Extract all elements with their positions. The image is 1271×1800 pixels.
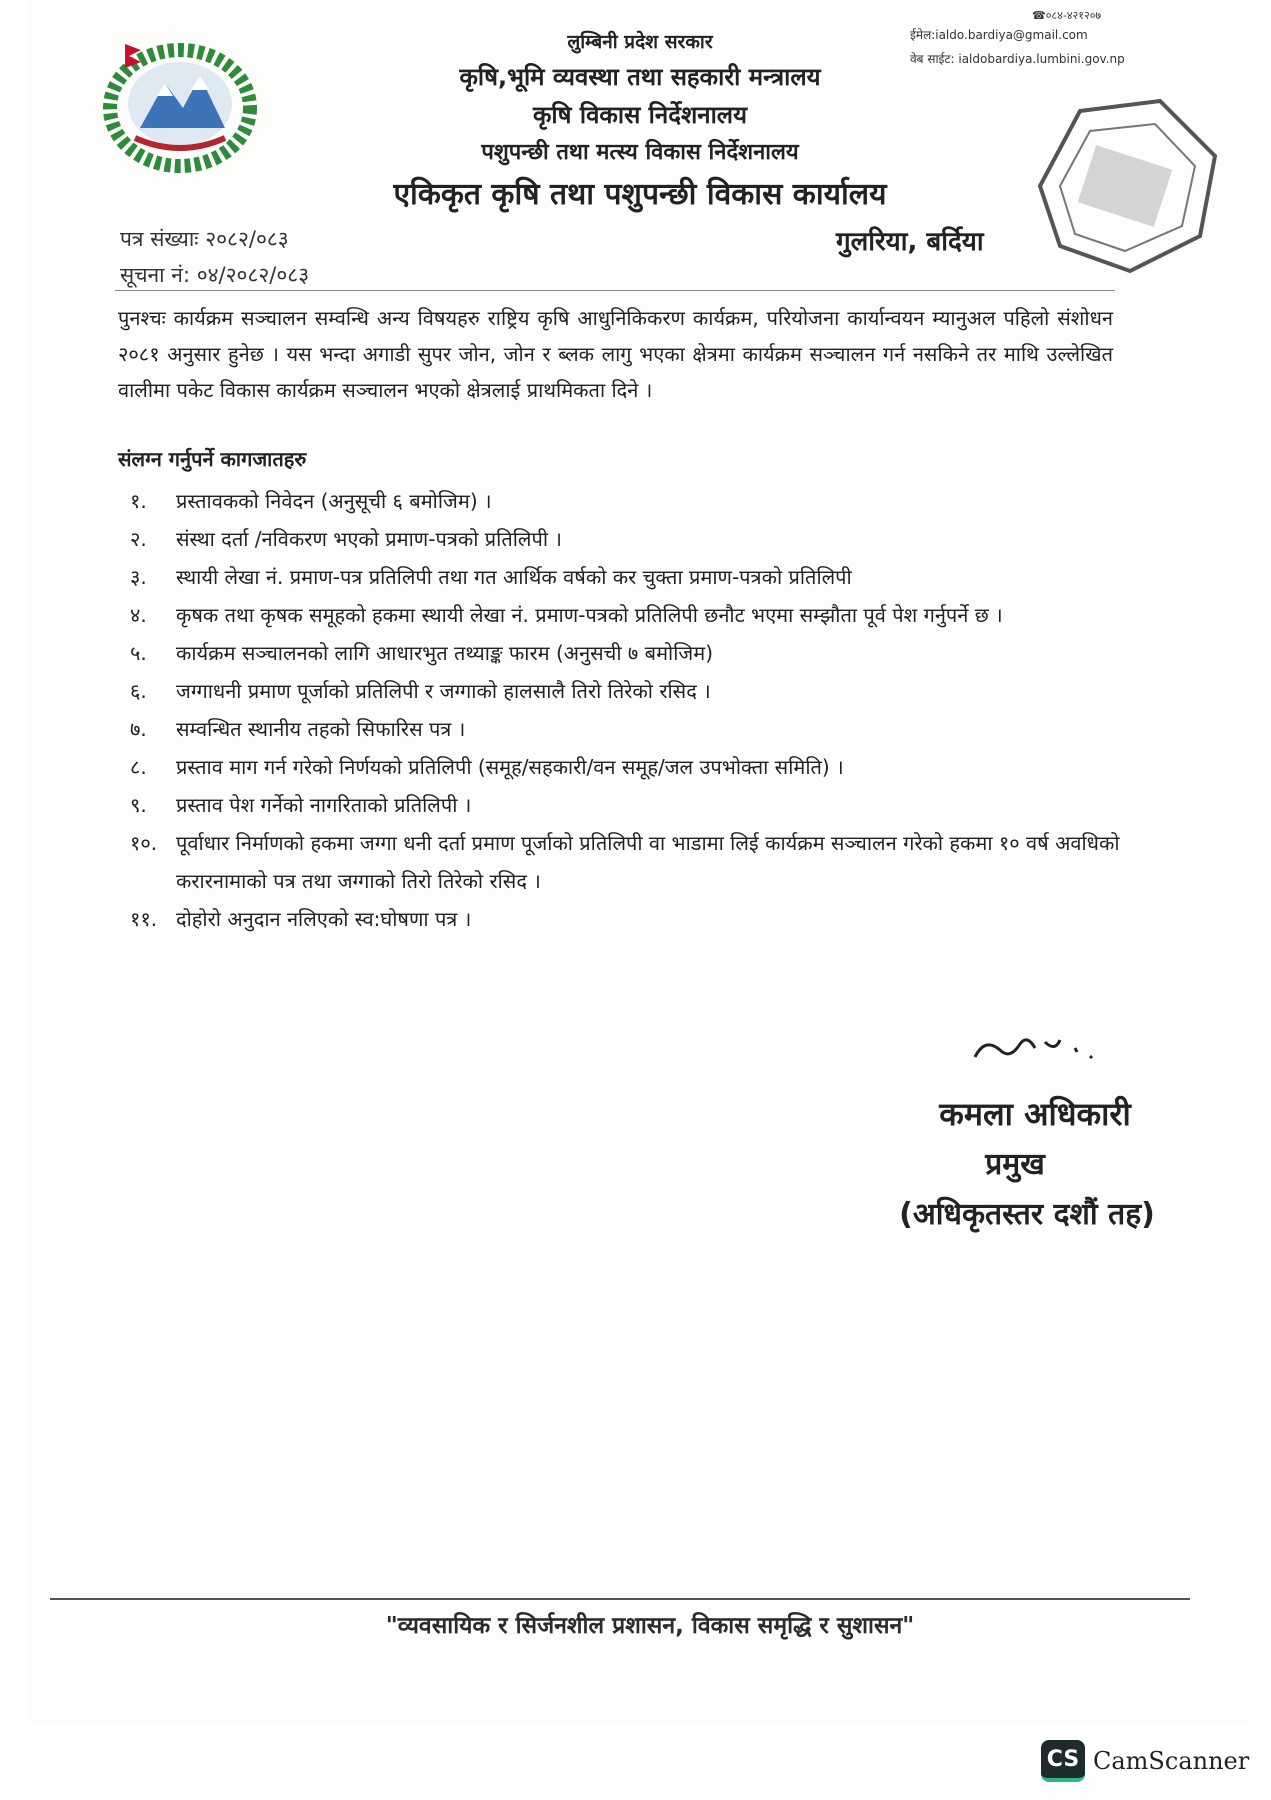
item-text: प्रस्ताव पेश गर्नेको नागरिताको प्रतिलिपी ।	[176, 793, 472, 817]
handwritten-signature	[965, 1022, 1115, 1072]
directorate-name: कृषि विकास निर्देशनालय	[533, 101, 747, 129]
item-number: १०.	[130, 831, 158, 855]
list-item	[130, 482, 1140, 520]
list-item	[130, 900, 1140, 938]
office-location: गुलरिया, बर्दिया	[836, 227, 984, 257]
list-item	[130, 558, 1140, 596]
item-number: १.	[130, 489, 147, 513]
item-text: प्रस्ताव माग गर्न गरेको निर्णयको प्रतिलिपी (समूह/सहकारी/वन समूह/जल उपभोक्ता समिति) ।	[176, 755, 844, 779]
item-number: ३.	[130, 565, 147, 589]
list-item	[130, 710, 1140, 748]
signatory-level: (अधिकृतस्तर दशौं तह)	[899, 1197, 1155, 1232]
item-number: ८.	[130, 755, 147, 779]
attachments-heading: संलग्न गर्नुपर्ने कागजातहरु	[118, 447, 307, 471]
item-text: संस्था दर्ता /नविकरण भएको प्रमाण-पत्रको प्रतिलिपी ।	[176, 527, 562, 551]
province-government: लुम्बिनी प्रदेश सरकार	[567, 31, 713, 53]
item-text: कृषक तथा कृषक समूहको हकमा स्थायी लेखा नं. प्रमाण-पत्रको प्रतिलिपी छनौट भएमा सम्झौता पूर्व पेश गर्नुपर्ने छ ।	[176, 603, 1003, 627]
item-number: ७.	[130, 717, 147, 741]
postscript-paragraph: पुनश्चः कार्यक्रम सञ्चालन सम्वन्धि अन्य विषयहरु राष्ट्रिय कृषि आधुनिकिकरण कार्यक्रम, परियोजना कार्यान्वयन म्यानुअल पहिलो संशोधन २०८१ अनुसार हुनेछ । यस भन्दा अगाडी सुपर जोन, जोन र ब्लक लागु भएका क्षेत्रमा कार्यक्रम सञ्चालन गर्न नसकिने तर माथि उल्लेखित वालीमा पकेट विकास कार्यक्रम सञ्चालन भएको क्षेत्रलाई प्राथमिकता दिने ।	[118, 306, 1113, 402]
list-item	[130, 786, 1140, 824]
item-text: प्रस्तावकको निवेदन (अनुसूची ६ बमोजिम) ।	[176, 489, 492, 513]
footer-divider	[50, 1598, 1190, 1600]
item-text: जग्गाधनी प्रमाण पूर्जाको प्रतिलिपी र जग्गाको हालसालै तिरो तिरेको रसिद ।	[176, 679, 711, 703]
letter-number: पत्र संख्याः २०८२/०८३	[120, 227, 289, 251]
office-slogan: "व्यवसायिक र सिर्जनशील प्रशासन, विकास समृद्धि र सुशासन"	[385, 1613, 915, 1639]
item-number: ११.	[130, 907, 158, 931]
website-address: वेब साईट: ialdobardiya.lumbini.gov.np	[910, 52, 1125, 66]
list-item	[130, 748, 1140, 786]
item-number: ९.	[130, 793, 147, 817]
signatory-name: कमला अधिकारी	[939, 1095, 1131, 1133]
camscanner-logo-icon: CS	[1041, 1740, 1085, 1782]
notice-number: सूचना नं: ०४/२०८२/०८३	[120, 263, 310, 287]
item-number: २.	[130, 527, 147, 551]
ministry-name: कृषि,भूमि व्यवस्था तथा सहकारी मन्त्रालय	[459, 63, 821, 91]
list-item	[130, 520, 1140, 558]
item-text: सम्वन्धित स्थानीय तहको सिफारिस पत्र ।	[176, 717, 466, 741]
item-text: पूर्वाधार निर्माणको हकमा जग्गा धनी दर्ता प्रमाण पूर्जाको प्रतिलिपी वा भाडामा लिई कार्यक्रम सञ्चालन गरेको हकमा १० वर्ष अवधिको करारनामाको पत्र तथा जग्गाको तिरो तिरेको रसिद ।	[176, 831, 1120, 893]
livestock-directorate-name: पशुपन्छी तथा मत्स्य विकास निर्देशनालय	[481, 140, 799, 165]
email-address: ईमेल:ialdo.bardiya@gmail.com	[910, 28, 1088, 42]
signatory-title: प्रमुख	[985, 1147, 1045, 1182]
camscanner-watermark	[1041, 1740, 1249, 1782]
list-item	[130, 672, 1140, 710]
item-text: कार्यक्रम सञ्चालनको लागि आधारभुत तथ्याङ्क फारम (अनुसची ७ बमोजिम)	[176, 641, 714, 665]
government-emblem	[95, 38, 265, 178]
office-name: एकिकृत कृषि तथा पशुपन्छी विकास कार्यालय	[393, 177, 887, 212]
phone-number: ☎०८४-४२१२०७	[1032, 9, 1102, 22]
header-divider	[115, 290, 1115, 291]
item-text: स्थायी लेखा नं. प्रमाण-पत्र प्रतिलिपी तथा गत आर्थिक वर्षको कर चुक्ता प्रमाण-पत्रको प्रतिलिपी	[176, 565, 852, 589]
office-stamp	[1000, 86, 1230, 286]
item-number: ४.	[130, 603, 147, 627]
attachments-list	[130, 482, 1140, 938]
list-item	[130, 634, 1140, 672]
item-number: ५.	[130, 641, 147, 665]
item-text: दोहोरो अनुदान नलिएको स्व:घोषणा पत्र ।	[176, 907, 472, 931]
item-number: ६.	[130, 679, 147, 703]
list-item	[130, 824, 1140, 900]
camscanner-label: CamScanner	[1093, 1747, 1250, 1775]
list-item	[130, 596, 1140, 634]
